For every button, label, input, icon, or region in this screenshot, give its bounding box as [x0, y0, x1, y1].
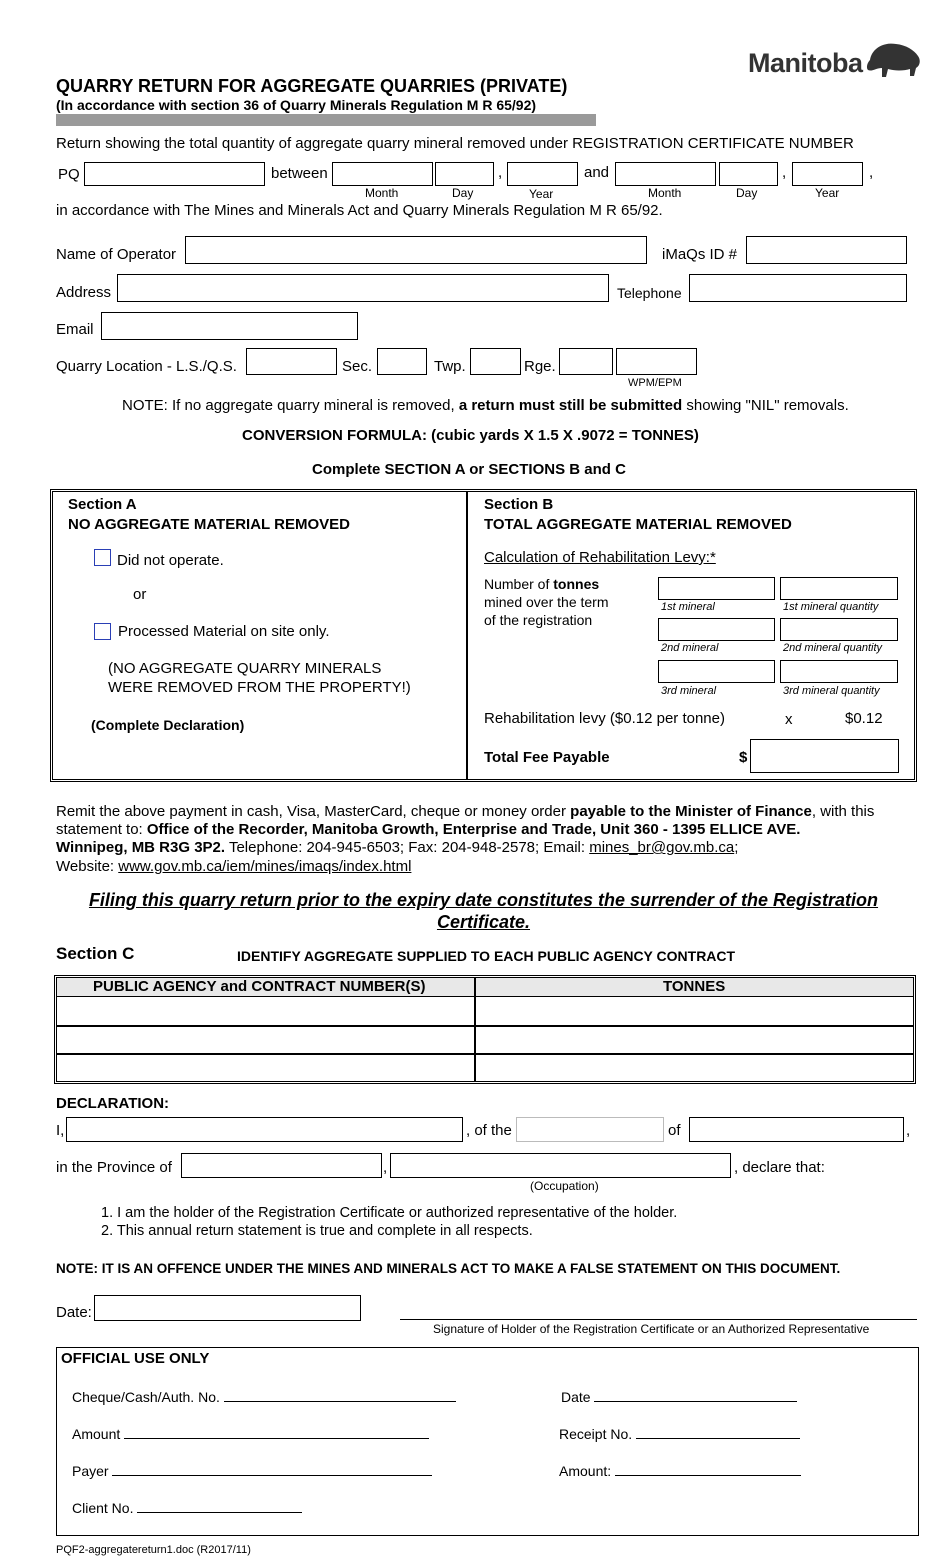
section-b-heading: Section B — [484, 496, 554, 513]
remit-line-1: Remit the above payment in cash, Visa, MasterCard, cheque or money order payable to the Minister of Finance, with this — [56, 803, 875, 820]
province-label: in the Province of — [56, 1159, 172, 1176]
no-removal-note-1: (NO AGGREGATE QUARRY MINERALS — [108, 660, 382, 677]
date-label: Date: — [56, 1304, 92, 1321]
of-the-label: , of the — [466, 1122, 512, 1139]
nil-note: NOTE: If no aggregate quarry mineral is removed, a return must still be submitted showing "NIL" removals. — [122, 397, 849, 414]
filing-warning-line-1: Filing this quarry return prior to the expiry date constitutes the surrender of the Registration — [88, 890, 879, 910]
occupation-input[interactable] — [390, 1153, 731, 1178]
remit-line-2: statement to: Office of the Recorder, Manitoba Growth, Enterprise and Trade, Unit 360 - 1395 ELLICE AVE. — [56, 821, 801, 838]
declaration-heading: DECLARATION: — [56, 1095, 170, 1112]
official-payer-label: Payer — [72, 1462, 432, 1479]
row-divider — [57, 1025, 913, 1027]
form-title: QUARRY RETURN FOR AGGREGATE QUARRIES (PRIVATE) — [56, 76, 568, 96]
email-label: Email — [56, 321, 94, 338]
start-day-input[interactable] — [435, 162, 494, 186]
did-not-operate-label: Did not operate. — [117, 552, 224, 569]
section-b-title: TOTAL AGGREGATE MATERIAL REMOVED — [484, 516, 792, 533]
comma: , — [782, 164, 787, 181]
telephone-label: Telephone — [617, 285, 682, 301]
total-fee-input[interactable] — [750, 739, 899, 773]
remit-line-3: Winnipeg, MB R3G 3P2. Telephone: 204-945-6503; Fax: 204-948-2578; Email: mines_br@gov.mb.ca; — [56, 839, 739, 856]
intro-line: Return showing the total quantity of aggregate quarry mineral removed under REGISTRATION CERTIFICATE NUMBER — [56, 135, 854, 152]
tonnes-cell-input[interactable] — [477, 999, 911, 1024]
address-input[interactable] — [117, 274, 609, 302]
i-label: I, — [56, 1122, 65, 1139]
official-date-label: Date — [561, 1388, 797, 1405]
mineral-1-caption: 1st mineral — [661, 601, 715, 613]
declaration-item-2: 2. This annual return statement is true and complete in all respects. — [101, 1223, 533, 1239]
no-removal-note-2: WERE REMOVED FROM THE PROPERTY!) — [108, 679, 411, 696]
tonnes-cell-input[interactable] — [477, 1056, 911, 1080]
mineral-3-caption: 3rd mineral — [661, 685, 717, 697]
imaqs-id-input[interactable] — [746, 236, 907, 264]
did-not-operate-checkbox[interactable] — [94, 549, 111, 566]
sec-label: Sec. — [342, 358, 373, 375]
official-amount2-label: Amount: — [559, 1462, 801, 1479]
total-fee-label: Total Fee Payable — [484, 749, 610, 766]
twp-label: Twp. — [434, 358, 466, 375]
mineral-2-input[interactable] — [658, 618, 775, 641]
logo-text: Manitoba — [748, 48, 863, 78]
pq-label: PQ — [58, 166, 80, 183]
of-label: of — [668, 1122, 681, 1139]
ls-qs-input[interactable] — [246, 348, 337, 375]
comma: , — [869, 164, 874, 181]
column-divider — [474, 978, 476, 1081]
month-caption: Month — [648, 186, 682, 200]
pq-number-input[interactable] — [84, 162, 265, 186]
conversion-formula: CONVERSION FORMULA: (cubic yards X 1.5 X .9072 = TONNES) — [242, 427, 699, 444]
act-line: in accordance with The Mines and Minerals Act and Quarry Minerals Regulation M R 65/92. — [56, 202, 663, 219]
occupation-caption: (Occupation) — [530, 1179, 599, 1193]
wpm-epm-caption: WPM/EPM — [628, 377, 682, 389]
filing-warning-line-2: Certificate. — [436, 912, 531, 932]
comma: , — [383, 1159, 388, 1176]
complete-declaration-note: (Complete Declaration) — [91, 717, 245, 733]
levy-calculation-label: Calculation of Rehabilitation Levy:* — [484, 549, 716, 566]
province-input[interactable] — [181, 1153, 382, 1178]
declare-that-label: , declare that: — [734, 1159, 825, 1176]
processed-on-site-label: Processed Material on site only. — [118, 623, 330, 640]
between-label: between — [271, 165, 328, 182]
tonnes-cell-input[interactable] — [477, 1028, 911, 1052]
mineral-3-quantity-input[interactable] — [780, 660, 898, 683]
location-label: Quarry Location - L.S./Q.S. — [56, 358, 237, 375]
rge-label: Rge. — [524, 358, 556, 375]
section-a-heading: Section A — [68, 496, 137, 513]
mineral-1-quantity-input[interactable] — [780, 577, 898, 600]
address-label: Address — [56, 284, 112, 301]
and-label: and — [584, 164, 610, 181]
agency-cell-input[interactable] — [58, 1028, 472, 1052]
declaration-item-1: 1. I am the holder of the Registration Certificate or authorized representative of the holder. — [101, 1205, 678, 1221]
tonnes-label-3: of the registration — [484, 612, 593, 628]
row-divider — [57, 1053, 913, 1055]
twp-input[interactable] — [470, 348, 521, 375]
tonnes-label: Number of tonnes — [484, 576, 600, 592]
processed-on-site-checkbox[interactable] — [94, 623, 111, 640]
agency-cell-input[interactable] — [58, 999, 472, 1024]
email-input[interactable] — [101, 312, 358, 340]
mineral-3-input[interactable] — [658, 660, 775, 683]
tonnes-label-2: mined over the term — [484, 594, 609, 610]
website-link[interactable]: www.gov.mb.ca/iem/mines/imaqs/index.html — [118, 858, 412, 875]
signature-caption: Signature of Holder of the Registration Certificate or an Authorized Representative — [433, 1322, 870, 1336]
of-place-input[interactable] — [689, 1117, 904, 1142]
remit-line-4: Website: www.gov.mb.ca/iem/mines/imaqs/index.html — [56, 858, 412, 875]
start-month-input[interactable] — [332, 162, 433, 186]
signature-line[interactable] — [400, 1319, 917, 1320]
end-day-input[interactable] — [719, 162, 778, 186]
operator-name-input[interactable] — [185, 236, 647, 264]
mineral-2-quantity-caption: 2nd mineral quantity — [783, 642, 883, 654]
end-year-input[interactable] — [792, 162, 863, 186]
end-month-input[interactable] — [615, 162, 716, 186]
section-divider — [466, 492, 468, 779]
day-caption: Day — [736, 186, 758, 200]
offence-note: NOTE: IT IS AN OFFENCE UNDER THE MINES AND MINERALS ACT TO MAKE A FALSE STATEMENT ON THIS DOCUMENT. — [56, 1261, 841, 1276]
wpm-epm-input[interactable] — [616, 348, 697, 375]
dollar-sign: $ — [739, 749, 748, 766]
comma: , — [498, 164, 503, 181]
year-caption: Year — [815, 186, 840, 200]
mineral-1-quantity-caption: 1st mineral quantity — [783, 601, 879, 613]
tonnes-column-header: TONNES — [663, 978, 726, 995]
levy-rate-label: Rehabilitation levy ($0.12 per tonne) — [484, 710, 725, 727]
complete-instruction: Complete SECTION A or SECTIONS B and C — [312, 461, 626, 478]
comma: , — [906, 1122, 911, 1139]
rge-input[interactable] — [559, 348, 613, 375]
start-year-input[interactable] — [507, 162, 578, 186]
mineral-2-quantity-input[interactable] — [780, 618, 898, 641]
declarant-name-input[interactable] — [66, 1117, 463, 1142]
month-caption: Month — [365, 186, 399, 200]
official-use-heading: OFFICIAL USE ONLY — [61, 1350, 210, 1367]
bison-logo-icon — [864, 40, 924, 80]
section-c-heading: Section C — [56, 944, 135, 963]
agency-cell-input[interactable] — [58, 1056, 472, 1080]
or-label: or — [133, 586, 147, 603]
year-caption: Year — [529, 187, 554, 201]
day-caption: Day — [452, 186, 474, 200]
official-cheque-label: Cheque/Cash/Auth. No. — [72, 1388, 456, 1405]
declaration-date-input[interactable] — [94, 1295, 361, 1321]
footer-doc-id: PQF2-aggregatereturn1.doc (R2017/11) — [56, 1544, 251, 1556]
official-receipt-label: Receipt No. — [559, 1425, 800, 1442]
section-a-title: NO AGGREGATE MATERIAL REMOVED — [68, 516, 350, 533]
title-rule — [56, 114, 596, 126]
email-link[interactable]: mines_br@gov.mb.ca — [589, 839, 735, 856]
levy-rate-value: $0.12 — [845, 710, 883, 727]
mineral-2-caption: 2nd mineral — [661, 642, 719, 654]
official-client-label: Client No. — [72, 1499, 302, 1516]
times-sign: x — [785, 711, 793, 728]
form-subtitle: (In accordance with section 36 of Quarry Minerals Regulation M R 65/92) — [56, 97, 537, 113]
section-c-title: IDENTIFY AGGREGATE SUPPLIED TO EACH PUBLIC AGENCY CONTRACT — [237, 948, 736, 964]
sec-input[interactable] — [377, 348, 427, 375]
mineral-3-quantity-caption: 3rd mineral quantity — [783, 685, 880, 697]
mineral-1-input[interactable] — [658, 577, 775, 600]
official-amount-label: Amount — [72, 1425, 429, 1442]
of-the-input[interactable] — [516, 1117, 664, 1142]
agency-column-header: PUBLIC AGENCY and CONTRACT NUMBER(S) — [93, 978, 426, 995]
imaqs-label: iMaQs ID # — [662, 246, 738, 263]
telephone-input[interactable] — [689, 274, 907, 302]
operator-name-label: Name of Operator — [56, 246, 177, 263]
